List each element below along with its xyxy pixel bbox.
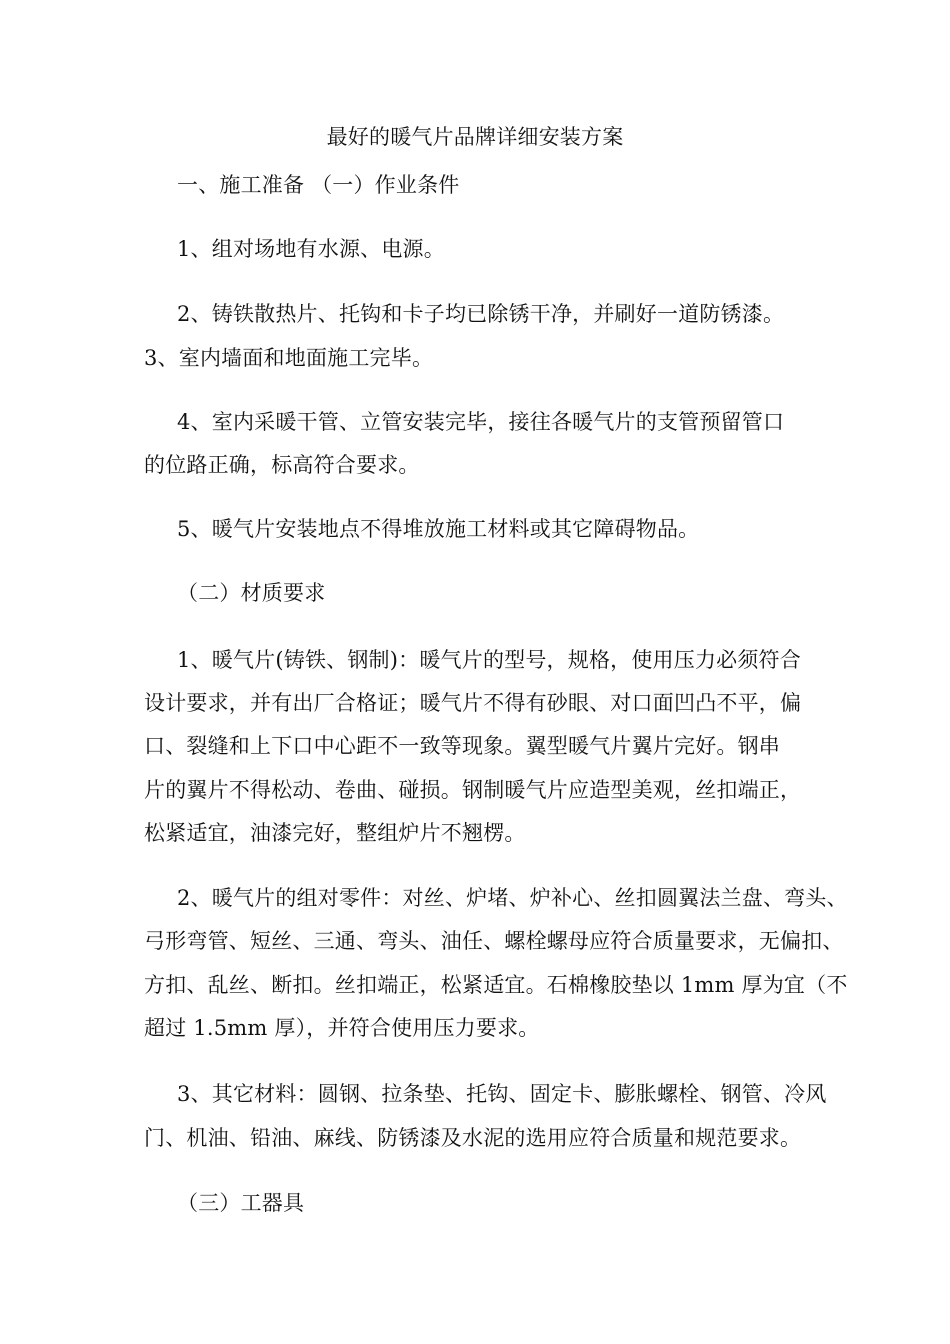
- paragraph-line: 弓形弯管、短丝、三通、弯头、油任、螺栓螺母应符合质量要求，无偏扣、: [144, 929, 844, 953]
- paragraph-line: 片的翼片不得松动、卷曲、碰损。钢制暖气片应造型美观，丝扣端正，: [144, 778, 802, 802]
- paragraph-line: 1、组对场地有水源、电源。: [177, 237, 445, 261]
- section-heading-material-requirements: （二）材质要求: [177, 581, 326, 605]
- paragraph-line: 门、机油、铅油、麻线、防锈漆及水泥的选用应符合质量和规范要求。: [144, 1126, 802, 1150]
- paragraph-line: 松紧适宜，油漆完好，整组炉片不翘楞。: [144, 821, 526, 845]
- paragraph-line: 1、暖气片(铸铁、钢制)：暖气片的型号，规格，使用压力必须符合: [177, 648, 801, 672]
- paragraph-line: 3、室内墙面和地面施工完毕。: [144, 346, 434, 370]
- paragraph-line: 超过 1.5mm 厚），并符合使用压力要求。: [144, 1016, 540, 1040]
- paragraph-line: 4、室内采暖干管、立管安装完毕，接往各暖气片的支管预留管口: [177, 410, 785, 434]
- paragraph-line: 的位路正确，标高符合要求。: [144, 453, 420, 477]
- paragraph-line: 2、暖气片的组对零件：对丝、炉堵、炉补心、丝扣圆翼法兰盘、弯头、: [177, 886, 848, 910]
- paragraph-line: 3、其它材料：圆钢、拉条垫、托钩、固定卡、膨胀螺栓、钢管、冷风: [177, 1082, 827, 1106]
- document-title: 最好的暖气片品牌详细安装方案: [326, 125, 624, 149]
- paragraph-line: 方扣、乱丝、断扣。丝扣端正，松紧适宜。石棉橡胶垫以 1mm 厚为宜（不: [144, 973, 848, 997]
- paragraph-line: 口、裂缝和上下口中心距不一致等现象。翼型暖气片翼片完好。钢串: [144, 734, 780, 758]
- paragraph-line: 2、铸铁散热片、托钩和卡子均已除锈干净，并刷好一道防锈漆。: [177, 302, 785, 326]
- section-heading-construction-preparation: 一、施工准备 （一）作业条件: [177, 173, 460, 197]
- section-heading-tools: （三）工器具: [177, 1191, 305, 1215]
- paragraph-line: 5、暖气片安装地点不得堆放施工材料或其它障碍物品。: [177, 517, 700, 541]
- paragraph-line: 设计要求，并有出厂合格证；暖气片不得有砂眼、对口面凹凸不平，偏: [144, 691, 802, 715]
